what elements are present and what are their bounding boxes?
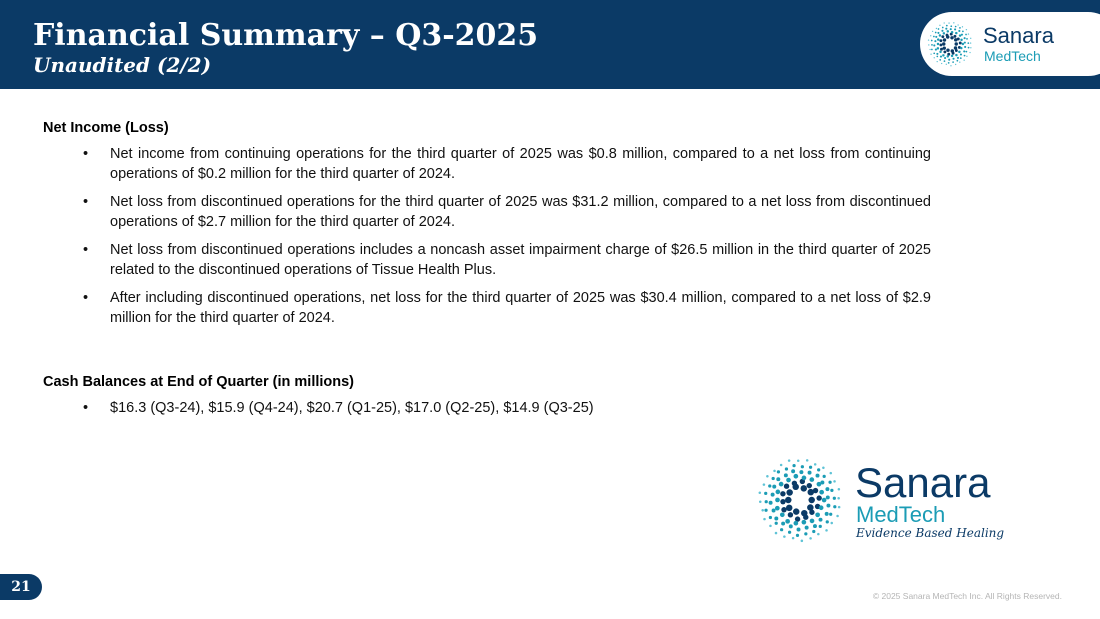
burst-dot [813, 488, 818, 493]
bullet-text: Net loss from discontinued operations includes a noncash asset impairment charge of $26.5 million in the third quarter of 2025 related to the discontinued operations of Tissue Health Plus. [110, 242, 931, 278]
burst-dot [966, 56, 967, 57]
burst-dot [833, 497, 836, 500]
bullet-dot-icon: • [83, 194, 89, 210]
burst-dot [941, 63, 942, 64]
burst-dot [819, 525, 822, 528]
burst-dot [772, 477, 775, 480]
burst-dot [946, 48, 949, 51]
burst-dot [966, 29, 967, 30]
burst-dot [937, 43, 939, 45]
burst-dot [777, 470, 780, 473]
burst-dot [838, 488, 841, 491]
burst-dot [814, 463, 817, 466]
burst-dot [786, 489, 792, 495]
burst-dot [780, 512, 785, 517]
burst-dot [816, 495, 821, 500]
burst-dot [957, 24, 958, 25]
burst-dot [940, 48, 943, 51]
burst-dot [951, 55, 953, 57]
burst-dot [774, 517, 778, 521]
burst-dot [775, 532, 778, 535]
burst-dot [955, 54, 957, 56]
burst-dot [932, 31, 933, 32]
burst-dot [946, 25, 948, 27]
burst-dot [943, 50, 946, 53]
burst-dot [947, 30, 949, 32]
burst-dot [957, 38, 960, 41]
header-logo-sub: MedTech [984, 48, 1041, 64]
burst-dot [955, 49, 958, 52]
burst-dot [945, 28, 947, 30]
burst-dot [962, 26, 963, 27]
burst-dot [764, 492, 767, 495]
burst-dot [763, 518, 766, 521]
burst-dot [931, 40, 933, 42]
section-heading-cash-balances: Cash Balances at End of Quarter (in millions) [43, 374, 355, 390]
burst-dot [788, 459, 791, 462]
slide-content [43, 118, 931, 426]
bullet-dot-icon: • [83, 290, 89, 306]
burst-dot [792, 464, 795, 467]
bullet-item [43, 398, 931, 418]
burst-dot [963, 50, 965, 52]
slide-subtitle: Unaudited (2/2) [33, 53, 212, 77]
burst-dot [939, 43, 942, 46]
burst-dot [943, 46, 946, 49]
burst-dot [825, 529, 828, 532]
burst-dot [935, 49, 937, 51]
burst-dot [809, 477, 814, 482]
burst-dot [788, 531, 791, 534]
burst-dot [938, 28, 940, 30]
burst-dot [955, 26, 957, 28]
header-logo-name: Sanara [983, 23, 1054, 48]
burst-dot [759, 501, 762, 504]
bullet-dot-icon: • [83, 242, 89, 258]
burst-dot [960, 47, 962, 49]
burst-dot [812, 530, 815, 533]
burst-dot [806, 459, 809, 462]
burst-dot [961, 34, 963, 36]
burst-dot [948, 62, 950, 64]
burst-dot [764, 509, 767, 512]
burst-dot [930, 54, 931, 55]
cash-balances-bullet-list [43, 398, 931, 418]
burst-dot [766, 475, 769, 478]
burst-dot [772, 485, 776, 489]
burst-dot [941, 35, 944, 38]
bullet-dot-icon: • [83, 146, 89, 162]
burst-dot [780, 491, 785, 496]
bullet-text: After including discontinued operations, net loss for the third quarter of 2025 was $30.4 million, compared to a net loss of $2.9 million for the third quarter of 2024. [110, 290, 931, 326]
burst-dot [933, 44, 935, 46]
burst-dot [954, 35, 957, 38]
burst-dot [809, 510, 814, 515]
bullet-item [43, 288, 931, 328]
burst-dot [809, 466, 812, 469]
burst-dot [955, 42, 958, 45]
burst-dot [775, 498, 780, 503]
burst-dot [828, 481, 831, 484]
burst-dot [805, 526, 809, 530]
burst-dot [819, 505, 824, 510]
burst-dot [810, 519, 815, 524]
burst-dot [761, 509, 764, 512]
burst-dot [826, 495, 830, 499]
burst-dot [964, 42, 966, 44]
burst-dot [769, 525, 772, 528]
burst-dot [780, 499, 785, 504]
bullet-item [43, 144, 931, 184]
burst-dot [837, 497, 840, 500]
burst-dot [939, 59, 941, 61]
burst-dot [928, 44, 929, 45]
burst-dot [952, 52, 955, 55]
brand-tagline: Evidence Based Healing [856, 526, 1005, 540]
burst-dot [780, 528, 783, 531]
section-heading-net-income: Net Income (Loss) [43, 120, 169, 136]
burst-dot [792, 537, 795, 540]
burst-dot [937, 38, 939, 40]
burst-dot [942, 42, 945, 45]
burst-dot [962, 31, 964, 33]
burst-dot [962, 43, 964, 45]
burst-dot [951, 31, 953, 33]
burst-dot [802, 476, 807, 481]
burst-dot [934, 40, 936, 42]
bullet-item [43, 240, 931, 280]
bullet-text: $16.3 (Q3-24), $15.9 (Q4-24), $20.7 (Q1-25), $17.0 (Q2-25), $14.9 (Q3-25) [110, 400, 594, 416]
burst-dot [959, 42, 962, 45]
burst-dot [942, 27, 944, 29]
burst-dot [939, 51, 941, 53]
burst-dot [822, 498, 827, 503]
burst-dot [944, 60, 946, 62]
burst-dot [829, 513, 832, 516]
burst-dot [948, 59, 950, 61]
copyright-footer: © 2025 Sanara MedTech Inc. All Rights Reserved. [872, 591, 1062, 601]
burst-dot [801, 540, 804, 543]
burst-dot [785, 519, 790, 524]
burst-dot [933, 36, 935, 38]
burst-dot [931, 49, 933, 51]
burst-dot [967, 42, 969, 44]
burst-dot [826, 504, 830, 508]
burst-dot [769, 501, 773, 505]
burst-dot [943, 32, 945, 34]
bullet-dot-icon: • [83, 400, 89, 416]
burst-dot [958, 51, 960, 53]
burst-dot [825, 487, 829, 491]
burst-dot [960, 53, 962, 55]
burst-dot [780, 464, 783, 467]
burst-dot [768, 484, 771, 487]
burst-dot [939, 39, 942, 42]
burst-dot [783, 535, 786, 538]
burst-dot [936, 53, 938, 55]
burst-dot [794, 521, 799, 526]
burst-dot [937, 47, 939, 49]
slide-title: Financial Summary – Q3-2025 [33, 18, 539, 53]
burst-dot [952, 61, 954, 63]
burst-dot [781, 507, 786, 512]
section-spacer [43, 336, 931, 372]
burst-dot [799, 470, 803, 474]
burst-dot [943, 38, 946, 41]
burst-dot [820, 481, 824, 485]
bullet-item [43, 192, 931, 232]
burst-dot [954, 28, 956, 30]
burst-dot [797, 460, 800, 463]
burst-dot [801, 485, 807, 491]
burst-dot [765, 500, 768, 503]
burst-dot [970, 47, 971, 48]
burst-dot [786, 478, 791, 483]
burst-dot [946, 64, 947, 65]
burst-dot [968, 33, 969, 34]
burst-dot [826, 520, 829, 523]
burst-dot [792, 481, 797, 486]
burst-dot [823, 475, 826, 478]
burst-dot [830, 522, 833, 525]
burst-dot [957, 57, 959, 59]
burst-dot [822, 467, 825, 470]
burst-dot [807, 483, 812, 488]
burst-dot [784, 473, 788, 477]
burst-dot [830, 489, 833, 492]
burst-dot [773, 470, 776, 473]
burst-dot [955, 32, 957, 34]
burst-dot [935, 36, 937, 38]
burst-dot [959, 27, 961, 29]
header-logo [920, 12, 1100, 76]
burst-dot [956, 60, 958, 62]
burst-dot [819, 518, 823, 522]
burst-dot [970, 38, 971, 39]
burst-dot [772, 509, 776, 513]
burst-dot [930, 35, 931, 36]
burst-dot [950, 25, 952, 27]
burst-dot [933, 52, 935, 54]
burst-dot [801, 465, 804, 468]
net-income-bullet-list [43, 144, 931, 328]
burst-dot [836, 515, 839, 518]
burst-dot [776, 477, 780, 481]
burst-dot [813, 524, 817, 528]
burst-dot [771, 493, 775, 497]
burst-dot [833, 505, 836, 508]
burst-dot [939, 34, 941, 36]
burst-dot [929, 49, 930, 50]
burst-dot [966, 51, 968, 53]
burst-dot [931, 44, 933, 46]
burst-dot [819, 490, 824, 495]
burst-dot [775, 522, 778, 525]
burst-dot [785, 497, 791, 503]
burst-dot [940, 56, 942, 58]
brand-logo [755, 455, 1035, 550]
burst-dot [816, 474, 820, 478]
header-banner [0, 0, 1100, 89]
sanara-burst-icon [755, 455, 845, 545]
burst-dot [825, 512, 829, 516]
burst-dot [937, 61, 938, 62]
burst-dot [964, 37, 966, 39]
burst-dot [838, 506, 841, 509]
burst-dot [944, 22, 945, 23]
burst-dot [797, 528, 801, 532]
burst-dot [950, 36, 953, 39]
bullet-text: Net loss from discontinued operations for the third quarter of 2025 was $31.2 million, compared to a net loss from discontinued operations of $2.7 million for the third quarter of 2024. [110, 194, 931, 230]
burst-dot [794, 474, 799, 479]
burst-dot [817, 533, 820, 536]
burst-dot [808, 471, 812, 475]
burst-dot [968, 47, 970, 49]
burst-dot [779, 482, 784, 487]
burst-dot [939, 25, 940, 26]
burst-dot [965, 34, 967, 36]
burst-dot [769, 516, 772, 519]
burst-dot [784, 484, 789, 489]
burst-dot [952, 58, 954, 60]
burst-dot [802, 520, 807, 525]
burst-dot [959, 62, 960, 63]
burst-dot [942, 54, 944, 56]
burst-dot [793, 508, 799, 514]
burst-dot [804, 532, 807, 535]
burst-dot [963, 60, 964, 61]
burst-dot [928, 39, 929, 40]
brand-logo-sub: MedTech [856, 502, 946, 527]
burst-dot [953, 22, 954, 23]
burst-dot [950, 65, 951, 66]
burst-dot [936, 56, 938, 58]
burst-dot [936, 28, 937, 29]
brand-logo-name: Sanara [855, 459, 991, 506]
burst-dot [969, 52, 970, 53]
burst-dot [809, 537, 812, 540]
burst-dot [960, 57, 962, 59]
burst-dot [964, 55, 966, 57]
burst-dot [759, 491, 762, 494]
burst-dot [785, 467, 788, 470]
burst-dot [947, 55, 949, 57]
burst-dot [937, 32, 939, 34]
burst-dot [789, 524, 793, 528]
bullet-text: Net income from continuing operations for the third quarter of 2025 was $0.8 million, compared to a net loss from continuing operations of $0.2 million for the third quarter of 2024. [110, 146, 931, 182]
burst-dot [788, 512, 793, 517]
burst-dot [935, 32, 937, 34]
burst-dot [948, 22, 949, 23]
burst-dot [830, 472, 833, 475]
burst-dot [763, 483, 766, 486]
burst-dot [815, 513, 820, 518]
burst-dot [775, 506, 780, 511]
burst-dot [946, 34, 949, 37]
burst-dot [803, 515, 808, 520]
burst-dot [781, 522, 785, 526]
burst-dot [817, 468, 820, 471]
burst-dot [950, 28, 952, 30]
burst-dot [941, 30, 943, 32]
burst-dot [960, 39, 962, 41]
sanara-burst-icon [926, 20, 974, 68]
burst-dot [966, 38, 968, 40]
burst-dot [833, 480, 836, 483]
burst-dot [944, 57, 946, 59]
burst-dot [955, 64, 956, 65]
burst-dot [934, 57, 935, 58]
burst-dot [808, 497, 814, 503]
burst-dot [964, 46, 966, 48]
burst-dot [970, 42, 971, 43]
burst-dot [958, 30, 960, 32]
burst-dot [776, 490, 781, 495]
burst-dot [791, 469, 795, 473]
burst-dot [796, 534, 799, 537]
burst-dot [786, 505, 792, 511]
page-number: 21 [0, 574, 42, 600]
